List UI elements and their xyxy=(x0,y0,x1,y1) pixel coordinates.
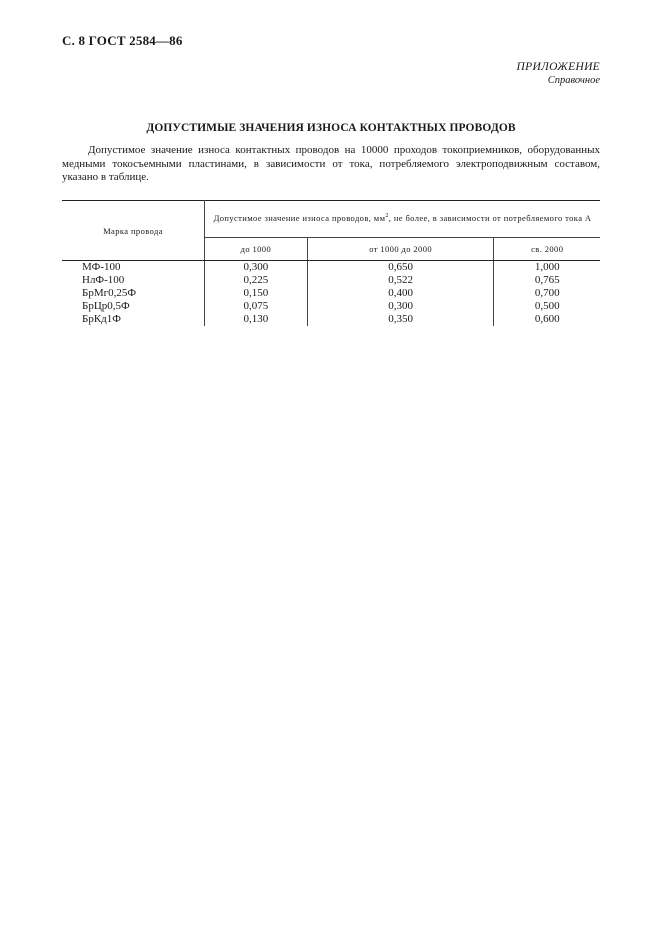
page-header: С. 8 ГОСТ 2584—86 xyxy=(62,33,183,48)
row-value: 0,650 xyxy=(307,261,494,275)
row-value: 0,522 xyxy=(307,274,494,287)
row-brand: БрЦр0,5Ф xyxy=(62,300,205,313)
table-header-row xyxy=(62,201,600,238)
appendix-title: ПРИЛОЖЕНИЕ xyxy=(516,61,600,73)
table-row xyxy=(62,261,600,275)
row-value: 0,350 xyxy=(307,313,494,326)
row-value: 1,000 xyxy=(534,261,560,273)
row-brand: БрМг0,25Ф xyxy=(62,287,205,300)
row-value: 0,075 xyxy=(243,300,269,312)
row-value: 0,500 xyxy=(534,300,560,312)
table-row xyxy=(62,300,600,313)
row-value: 0,150 xyxy=(243,287,269,299)
wear-table xyxy=(62,200,600,326)
row-value: 0,600 xyxy=(534,313,560,325)
header-wear-text: Допустимое значение износа проводов, мм xyxy=(213,213,386,224)
table-row xyxy=(62,313,600,326)
header-wear-text-tail: , не более, в зависимости от потребляемого тока А xyxy=(388,213,592,224)
row-brand: БрКд1Ф xyxy=(62,313,205,326)
table-row xyxy=(62,287,600,300)
row-value: 0,225 xyxy=(243,274,269,286)
intro-paragraph: Допустимое значение износа контактных проводов на 10000 проходов токоприемников, оборудованных медными токосъемными пластинами, в зависимости от тока, потребляемого электроподвижным составом, указано в таблице. xyxy=(62,144,600,183)
row-value: 0,130 xyxy=(243,313,269,325)
subheader-2: от 1000 до 2000 xyxy=(307,238,494,261)
row-value: 0,300 xyxy=(307,300,494,313)
header-wear-sup: 2 xyxy=(385,213,389,220)
row-value: 0,300 xyxy=(243,261,269,273)
appendix-kind: Справочное xyxy=(547,75,600,86)
row-value: 0,765 xyxy=(534,274,560,286)
row-value: 0,400 xyxy=(307,287,494,300)
row-brand: НлФ-100 xyxy=(62,274,205,287)
table-row xyxy=(62,274,600,287)
row-brand: МФ-100 xyxy=(62,261,205,275)
header-wear-group xyxy=(205,201,601,238)
appendix-label xyxy=(517,61,600,87)
subheader-1: до 1000 xyxy=(205,238,308,261)
subheader-3: св. 2000 xyxy=(494,238,600,261)
row-value: 0,700 xyxy=(534,287,560,299)
header-brand: Марка провода xyxy=(62,201,205,261)
document-title: ДОПУСТИМЫЕ ЗНАЧЕНИЯ ИЗНОСА КОНТАКТНЫХ ПРОВОДОВ xyxy=(146,122,516,134)
